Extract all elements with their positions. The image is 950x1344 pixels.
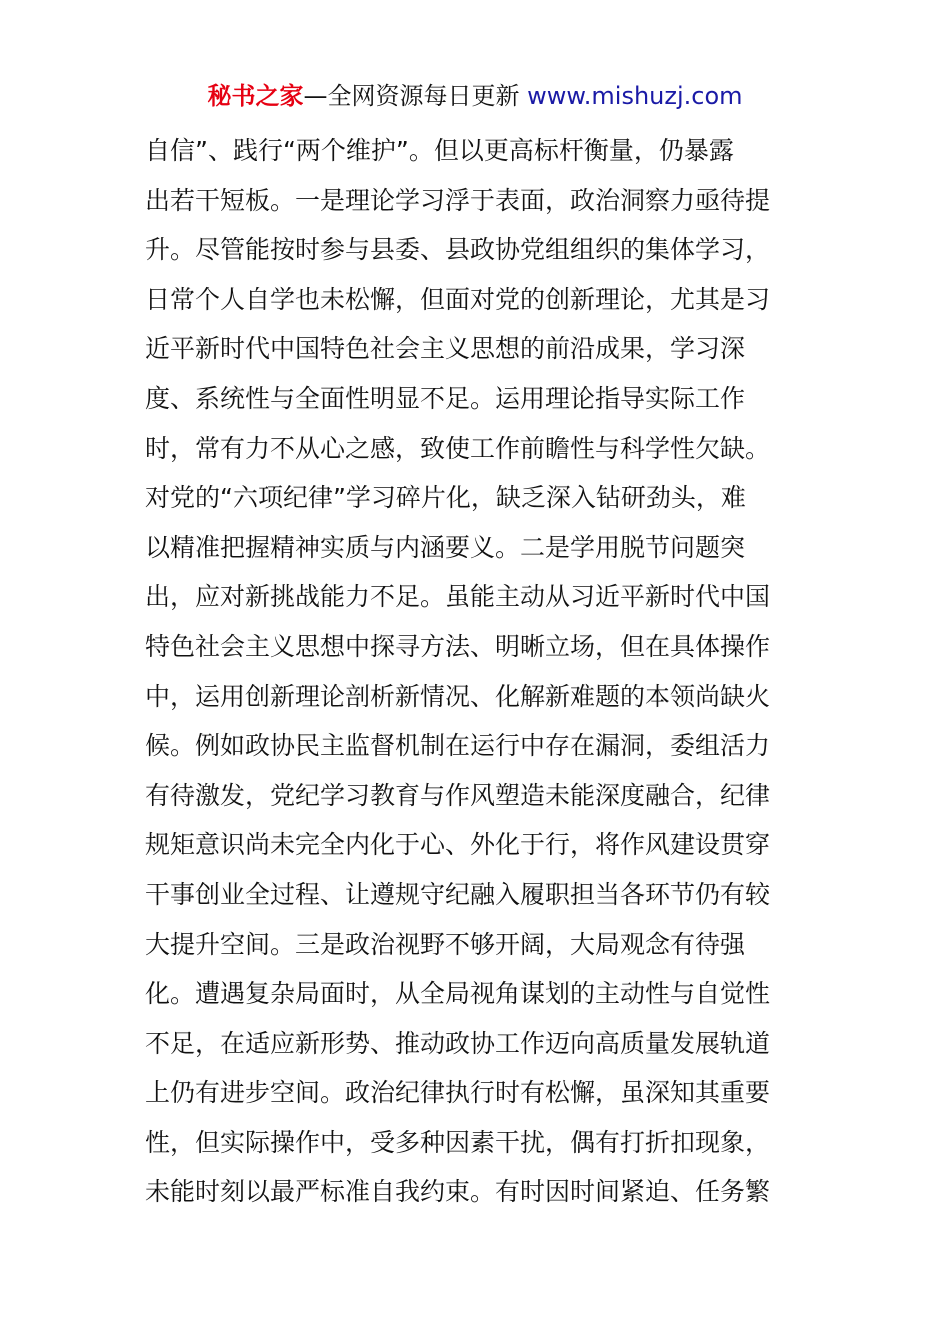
text-line: 出若干短板。一是理论学习浮于表面，政治洞察力亟待提 bbox=[145, 185, 771, 215]
text-line: 对党的“六项纪律”学习碎片化，缺乏深入钻研劲头，难 bbox=[145, 483, 746, 513]
text-line: 特色社会主义思想中探寻方法、明晰立场，但在具体操作 bbox=[145, 631, 771, 661]
text-line: 规矩意识尚未完全内化于心、外化于行，将作风建设贯穿 bbox=[145, 830, 771, 860]
text-line: 时，常有力不从心之感，致使工作前瞻性与科学性欠缺。 bbox=[145, 433, 771, 463]
text-line: 日常个人自学也未松懈，但面对党的创新理论，尤其是习 bbox=[145, 284, 771, 314]
text-line: 上仍有进步空间。政治纪律执行时有松懈，虽深知其重要 bbox=[145, 1078, 771, 1108]
text-line: 不足，在适应新形势、推动政协工作迈向高质量发展轨道 bbox=[145, 1028, 771, 1058]
text-line: 出，应对新挑战能力不足。虽能主动从习近平新时代中国 bbox=[145, 582, 771, 612]
document-body bbox=[145, 126, 815, 1217]
text-line: 中，运用创新理论剖析新情况、化解新难题的本领尚缺火 bbox=[145, 681, 771, 711]
text-line: 未能时刻以最严标准自我约束。有时因时间紧迫、任务繁 bbox=[145, 1177, 771, 1207]
text-line: 化。遭遇复杂局面时，从全局视角谋划的主动性与自觉性 bbox=[145, 979, 771, 1009]
text-line: 有待激发，党纪学习教育与作风塑造未能深度融合，纪律 bbox=[145, 780, 771, 810]
site-url[interactable]: www.mishuzj.com bbox=[527, 82, 743, 110]
text-line: 升。尽管能按时参与县委、县政协党组组织的集体学习， bbox=[145, 235, 771, 265]
header-tagline: —全网资源每日更新 bbox=[303, 82, 520, 110]
brand-name: 秘书之家 bbox=[207, 82, 304, 110]
text-line: 自信”、践行“两个维护”。但以更高标杆衡量，仍暴露 bbox=[145, 136, 734, 165]
text-line: 以精准把握精神实质与内涵要义。二是学用脱节问题突 bbox=[145, 532, 746, 562]
site-header bbox=[0, 80, 950, 112]
text-line: 近平新时代中国特色社会主义思想的前沿成果，学习深 bbox=[145, 334, 746, 364]
text-line: 度、系统性与全面性明显不足。运用理论指导实际工作 bbox=[145, 383, 746, 413]
text-line: 候。例如政协民主监督机制在运行中存在漏洞，委组活力 bbox=[145, 731, 771, 761]
text-line: 大提升空间。三是政治视野不够开阔，大局观念有待强 bbox=[145, 929, 746, 959]
text-line: 干事创业全过程、让遵规守纪融入履职担当各环节仍有较 bbox=[145, 879, 771, 909]
text-line: 性，但实际操作中，受多种因素干扰，偶有打折扣现象， bbox=[145, 1127, 771, 1157]
